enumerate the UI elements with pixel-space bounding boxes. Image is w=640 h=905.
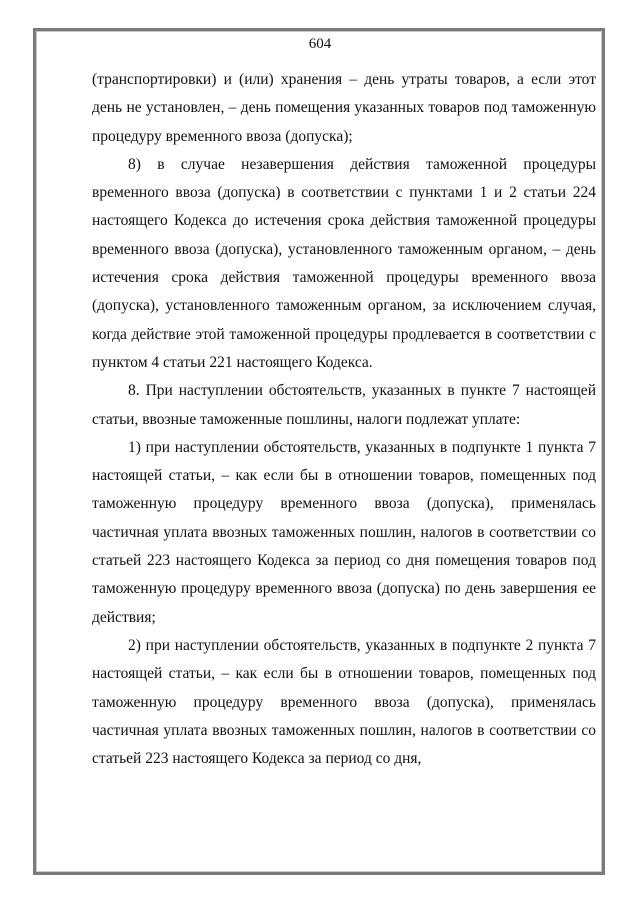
paragraph-subitem-2: 2) при наступлении обстоятельств, указанных в подпункте 2 пункта 7 настоящей статьи, – как если бы в отношении товаров, помещенных под таможенную процедуру временного ввоза (допуска), применялась частичная уплата ввозных таможенных пошлин, налогов в соответствии со статьей 223 настоящего Кодекса за период со дня, xyxy=(92,636,596,768)
paragraph-continuation: (транспортировки) и (или) хранения – день утраты товаров, а если этот день не установлен, – день помещения указанных товаров под таможенную процедуру временного ввоза (допуска); xyxy=(92,71,596,145)
paragraph-clause-8: 8. При наступлении обстоятельств, указанных в пункте 7 настоящей статьи, ввозные таможенные пошлины, налоги подлежат уплате: xyxy=(92,382,596,428)
paragraph-subitem-1: 1) при наступлении обстоятельств, указанных в подпункте 1 пункта 7 настоящей статьи, – как если бы в отношении товаров, помещенных под таможенную процедуру временного ввоза (допуска), применялась частичная уплата ввозных таможенных пошлин, налогов в соответствии со статьей 223 настоящего Кодекса за период со дня помещения товаров под таможенную процедуру временного ввоза (допуска) по день завершения ее действия; xyxy=(92,438,596,626)
paragraph-item-8: 8) в случае незавершения действия таможенной процедуры временного ввоза (допуска) в соответствии с пунктами 1 и 2 статьи 224 настоящего Кодекса до истечения срока действия таможенной процедуры временного ввоза (допуска), установленного таможенным органом, – день истечения срока действия таможенной процедуры временного ввоза (допуска), установленного таможенным органом, за исключением случая, когда действие этой таможенной процедуры продлевается в соответствии с пунктом 4 статьи 221 настоящего Кодекса. xyxy=(92,155,596,371)
page-number: 604 xyxy=(308,36,332,52)
document-body xyxy=(92,66,596,773)
